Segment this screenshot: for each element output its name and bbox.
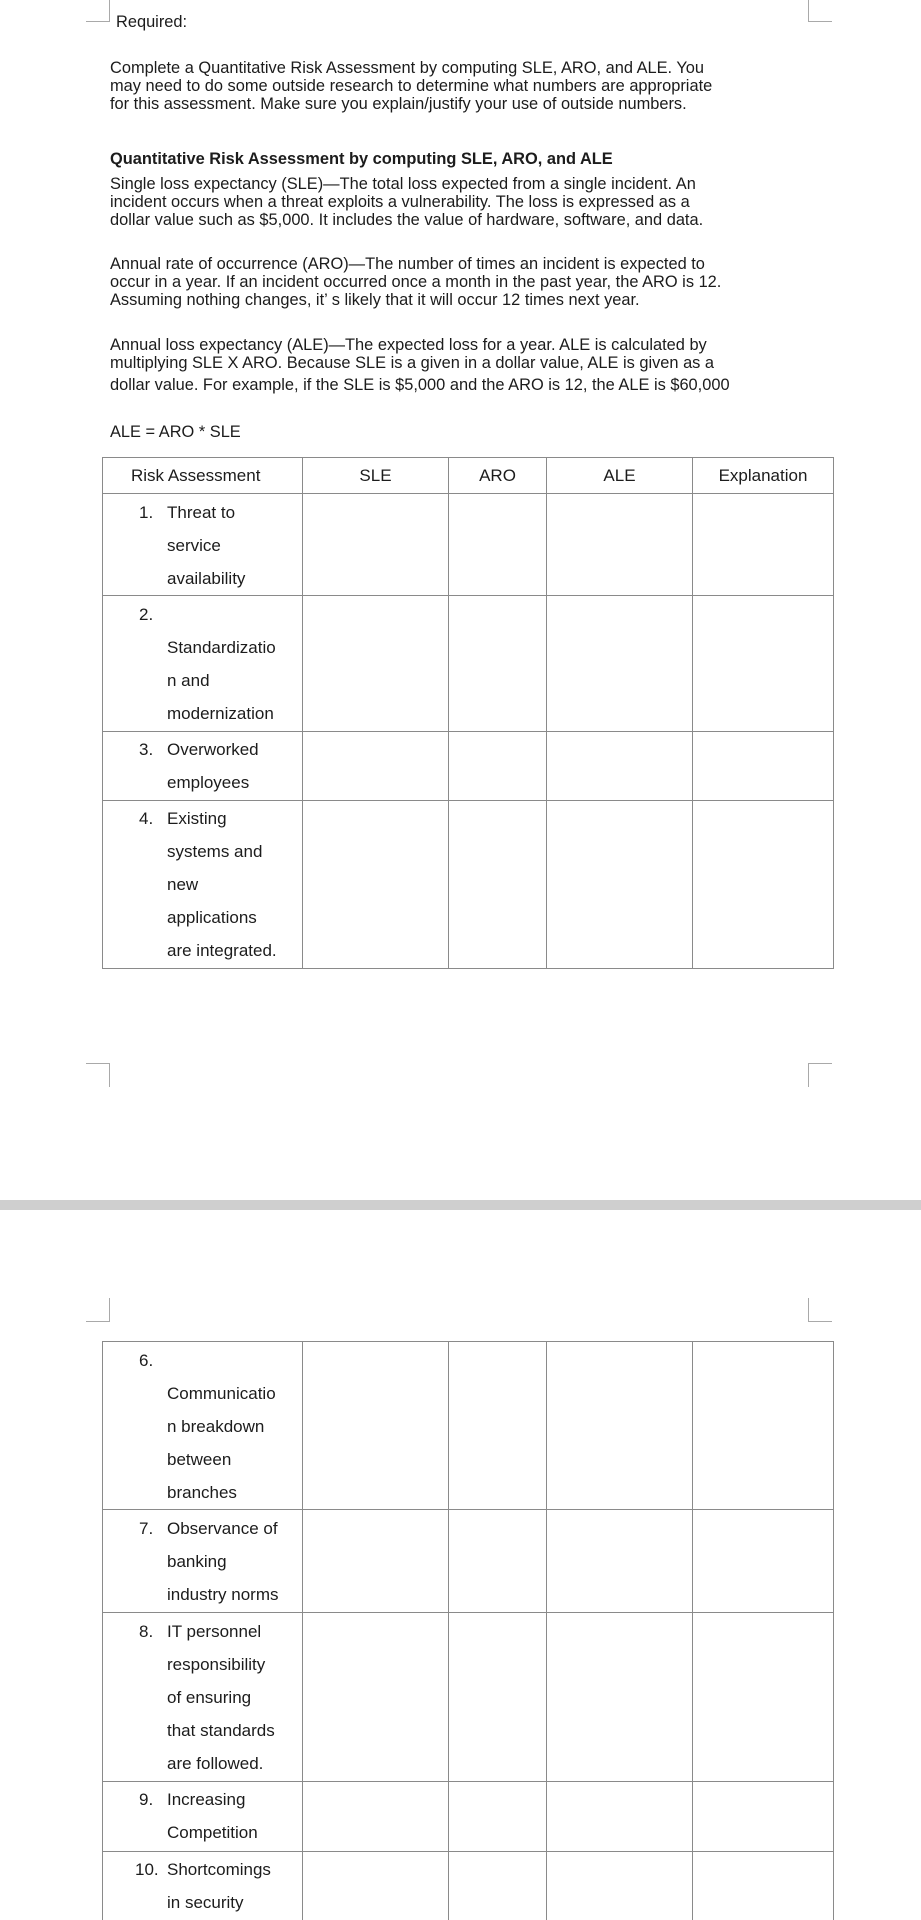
table-row	[103, 1613, 834, 1782]
sle-cell[interactable]	[303, 1852, 449, 1920]
ale-cell[interactable]	[547, 596, 693, 732]
ale-cell[interactable]	[547, 1852, 693, 1920]
header-explanation: Explanation	[693, 458, 834, 494]
page-corner-mark	[86, 1298, 110, 1322]
header-ale: ALE	[547, 458, 693, 494]
risk-cell: 9. Increasing Competition	[103, 1782, 303, 1852]
aro-cell[interactable]	[449, 596, 547, 732]
risk-cell: 6. Communicatio n breakdown between branches	[103, 1342, 303, 1510]
aro-cell[interactable]	[449, 1852, 547, 1920]
page-corner-mark	[86, 0, 110, 22]
risk-assessment-table-continued	[102, 1341, 834, 1920]
ale-cell[interactable]	[547, 801, 693, 969]
explanation-cell[interactable]	[693, 1613, 834, 1782]
explanation-cell[interactable]	[693, 801, 834, 969]
ale-paragraph: Annual loss expectancy (ALE)—The expected loss for a year. ALE is calculated by multiplying SLE X ARO. Because SLE is a given in a dollar value, ALE is given as a dollar value. For example, if the SLE is $5,000 and the ARO is 12, the ALE is $60,000	[110, 336, 730, 394]
intro-paragraph: Complete a Quantitative Risk Assessment by computing SLE, ARO, and ALE. You may need to do some outside research to determine what numbers are appropriate for this assessment. Make sure you explain/justify your use of outside numbers.	[110, 59, 713, 113]
risk-cell: 3. Overworked employees	[103, 732, 303, 801]
risk-cell: 4. Existing systems and new applications are integrated.	[103, 801, 303, 969]
ale-cell[interactable]	[547, 1613, 693, 1782]
risk-cell: 1. Threat to service availability	[103, 494, 303, 596]
aro-cell[interactable]	[449, 732, 547, 801]
risk-cell: 8. IT personnel responsibility of ensuring that standards are followed.	[103, 1613, 303, 1782]
ale-cell[interactable]	[547, 1782, 693, 1852]
table-row	[103, 494, 834, 596]
sle-cell[interactable]	[303, 801, 449, 969]
sle-cell[interactable]	[303, 1613, 449, 1782]
aro-cell[interactable]	[449, 1613, 547, 1782]
explanation-cell[interactable]	[693, 732, 834, 801]
section-heading: Quantitative Risk Assessment by computing SLE, ARO, and ALE	[110, 150, 613, 168]
explanation-cell[interactable]	[693, 1782, 834, 1852]
ale-cell[interactable]	[547, 1510, 693, 1613]
aro-cell[interactable]	[449, 1510, 547, 1613]
sle-cell[interactable]	[303, 1342, 449, 1510]
table-header-row	[103, 458, 834, 494]
explanation-cell[interactable]	[693, 1852, 834, 1920]
ale-formula: ALE = ARO * SLE	[110, 423, 241, 441]
table-row	[103, 1510, 834, 1613]
page-corner-mark	[86, 1063, 110, 1087]
explanation-cell[interactable]	[693, 494, 834, 596]
explanation-cell[interactable]	[693, 1342, 834, 1510]
page-separator	[0, 1200, 921, 1210]
header-sle: SLE	[303, 458, 449, 494]
risk-cell: 2. Standardizatio n and modernization	[103, 596, 303, 732]
table-row	[103, 1342, 834, 1510]
sle-cell[interactable]	[303, 596, 449, 732]
document-page-2	[0, 1210, 921, 1920]
ale-cell[interactable]	[547, 494, 693, 596]
ale-cell[interactable]	[547, 732, 693, 801]
risk-cell: 10. Shortcomings in security	[103, 1852, 303, 1920]
explanation-cell[interactable]	[693, 1510, 834, 1613]
table-row	[103, 596, 834, 732]
sle-paragraph: Single loss expectancy (SLE)—The total loss expected from a single incident. An incident occurs when a threat exploits a vulnerability. The loss is expressed as a dollar value such as $5,000. It includes the value of hardware, software, and data.	[110, 175, 704, 229]
header-aro: ARO	[449, 458, 547, 494]
sle-cell[interactable]	[303, 732, 449, 801]
table-row	[103, 732, 834, 801]
table-row	[103, 801, 834, 969]
aro-cell[interactable]	[449, 494, 547, 596]
table-row	[103, 1782, 834, 1852]
page-corner-mark	[808, 1063, 832, 1087]
sle-cell[interactable]	[303, 1782, 449, 1852]
table-row	[103, 1852, 834, 1920]
sle-cell[interactable]	[303, 494, 449, 596]
ale-cell[interactable]	[547, 1342, 693, 1510]
sle-cell[interactable]	[303, 1510, 449, 1613]
page-corner-mark	[808, 1298, 832, 1322]
risk-cell: 7. Observance of banking industry norms	[103, 1510, 303, 1613]
aro-cell[interactable]	[449, 1782, 547, 1852]
header-risk-assessment: Risk Assessment	[103, 458, 303, 494]
aro-cell[interactable]	[449, 801, 547, 969]
required-label: Required:	[116, 13, 188, 31]
aro-paragraph: Annual rate of occurrence (ARO)—The number of times an incident is expected to occur in a year. If an incident occurred once a month in the past year, the ARO is 12. Assuming nothing changes, it’ s likely that it will occur 12 times next year.	[110, 255, 722, 309]
aro-cell[interactable]	[449, 1342, 547, 1510]
explanation-cell[interactable]	[693, 596, 834, 732]
risk-assessment-table	[102, 457, 834, 969]
